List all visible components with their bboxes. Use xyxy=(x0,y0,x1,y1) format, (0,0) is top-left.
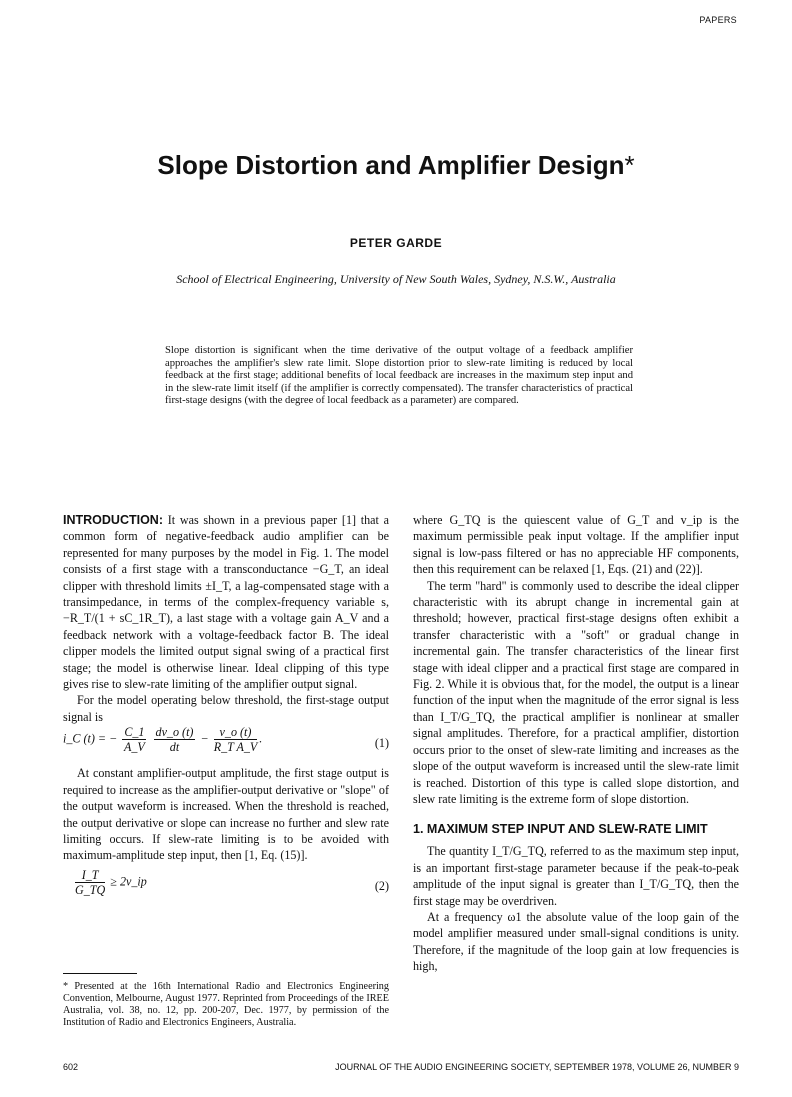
eq1-den-1: A_V xyxy=(123,740,145,755)
eq1-num-3: v_o (t) xyxy=(214,725,258,740)
title-footnote-mark: * xyxy=(624,150,635,180)
eq1-num-1: C_1 xyxy=(124,725,145,740)
paper-title xyxy=(0,150,792,181)
eq1-end: . xyxy=(259,731,263,746)
eq1-fraction-2 xyxy=(154,725,196,754)
eq2-den: G_TQ xyxy=(75,882,106,897)
footnote-rule xyxy=(63,973,137,974)
intro-text-1: It was shown in a previous paper [1] that a common form of negative-feedback audio amplifier can be represented for many purposes by the model in Fig. 1. The model consists of a first stage with a transconductance −G_T, an ideal clipper with threshold limits ±I_T, a lag-compensated stage with a transimpedance, in terms of the complex-frequency variable s, −R_T/(1 + sC_1R_T), a last stage with a voltage gain A_V and a feedback network with a voltage-feedback factor B. The ideal clipper models the limited output signal swing of a practical first stage; the model is otherwise linear. Ideal clipping of this type gives rise to slew-rate limiting of the amplifier output signal. xyxy=(63,513,389,692)
affiliation: School of Electrical Engineering, University of New South Wales, Sydney, N.S.W., Australia xyxy=(176,272,616,286)
eq1-lhs: i_C (t) = − xyxy=(63,731,118,746)
eq2-num: I_T xyxy=(75,868,105,883)
intro-lead: INTRODUCTION: xyxy=(63,513,163,527)
eq1-number: (1) xyxy=(374,736,389,751)
right-paragraph-1: where G_TQ is the quiescent value of G_T and v_ip is the maximum permissible peak input voltage. If the amplifier input signal is low-pass filtered or has no appreciable HF components, then this requirement can be relaxed [1, Eqs. (21) and (22)]. xyxy=(413,513,739,577)
abstract: Slope distortion is significant when the time derivative of the output voltage of a feedback amplifier approaches the amplifier's slew rate limit. Slope distortion prior to slew-rate limiting is reduced by local feedback at the first stage; additional benefits of local feedback are increases in the maximum step input and in the slew-rate limit itself (if the amplifier is correctly compensated). The transfer characteristics of practical first-stage designs (with the degree of local feedback as a parameter) are compared. xyxy=(165,345,633,407)
author-name: PETER GARDE xyxy=(349,236,443,250)
eq1-fraction-1 xyxy=(122,725,146,754)
intro-paragraph-2: For the model operating below threshold, the first-stage output signal is xyxy=(63,693,389,724)
intro-paragraph-3: At constant amplifier-output amplitude, the first stage output is required to increase as the amplifier-output derivative or "slope" of the output waveform is increased. When the threshold is reached, the output derivative or slope can increase no further and slew rate limiting occurs. If slew-rate limiting is to be avoided with maximum-amplitude step input, then [1, Eq. (15)]. xyxy=(63,766,389,863)
section-heading-1: 1. MAXIMUM STEP INPUT AND SLEW-RATE LIMIT xyxy=(413,822,708,837)
equation-1 xyxy=(63,725,389,765)
intro-paragraph-1 xyxy=(63,512,389,692)
right-paragraph-4: At a frequency ω1 the absolute value of the loop gain of the model amplifier measured under small-signal conditions is unity. Therefore, if the magnitude of the loop gain at low frequencies is high, xyxy=(413,909,739,974)
left-column xyxy=(63,512,389,908)
eq1-fraction-3 xyxy=(214,725,258,754)
eq1-minus: − xyxy=(200,731,209,746)
footnote: * Presented at the 16th International Radio and Electronics Engineering Convention, Melbourne, August 1977. Reprinted from Proceedings of the IREE Australia, vol. 38, no. 12, pp. 200-207, Dec. 1977, by permission of the Institution of Radio and Electronics Engineers, Australia. xyxy=(63,981,389,1028)
eq2-fraction xyxy=(75,868,105,897)
eq1-den-3: R_T A_V xyxy=(213,740,258,755)
right-column xyxy=(413,512,739,975)
page-number: 602 xyxy=(63,1062,79,1072)
right-paragraph-3: The quantity I_T/G_TQ, referred to as the maximum step input, is an important first-stage parameter because if the peak-to-peak amplitude of the input signal is greater than I_T/G_TQ, then the first stage may be overdriven. xyxy=(413,844,739,908)
right-paragraph-2: The term "hard" is commonly used to describe the ideal clipper characteristic with its abrupt change in incremental gain at threshold; however, practical first-stage designs often exhibit a transfer characteristic with a "soft" or gradual change in incremental gain. The transfer characteristics of the linear first stage with ideal clipper and a practical first stage are compared in Fig. 2. While it is obvious that, for the model, the output is a linear function of the input when the magnitude of the error signal is less than I_T/G_TQ, the practical amplifier is nonlinear at smaller signal amplitudes. Therefore, for a practical amplifier, distortion occurs prior to the onset of slew-rate limiting and increases as the slope of the output waveform is increased until the slew-rate limit is reached. Distortion of this type is called slope distortion, and slew rate limiting is the extreme form of slope distortion. xyxy=(413,578,739,806)
journal-footer: JOURNAL OF THE AUDIO ENGINEERING SOCIETY, SEPTEMBER 1978, VOLUME 26, NUMBER 9 xyxy=(335,1062,739,1072)
section-tag: PAPERS xyxy=(699,15,737,25)
title-text: Slope Distortion and Amplifier Design xyxy=(157,150,625,180)
eq2-number: (2) xyxy=(374,878,389,893)
equation-2 xyxy=(63,868,389,908)
eq2-rhs: ≥ 2v_ip xyxy=(110,874,147,888)
eq1-den-2: dt xyxy=(169,740,180,755)
eq1-num-2: dv_o (t) xyxy=(155,725,194,740)
